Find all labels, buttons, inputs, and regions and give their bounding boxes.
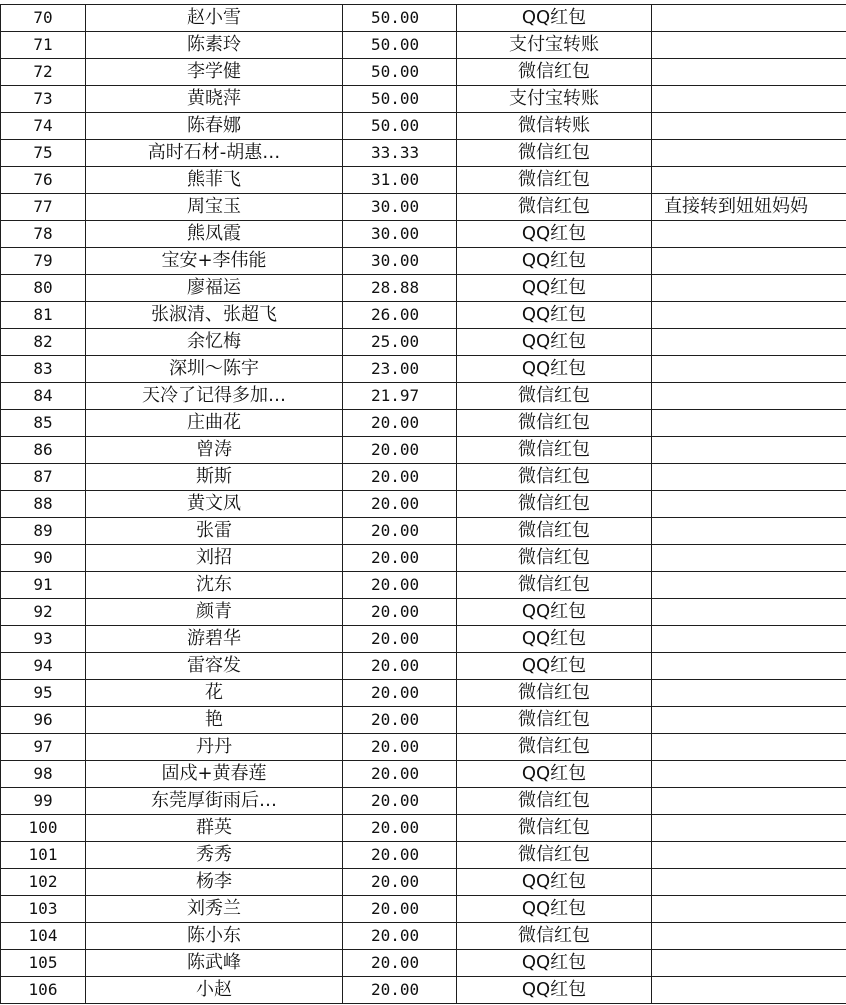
donor-name-cell: 秀秀	[86, 842, 343, 869]
donor-name-cell: 陈素玲	[86, 32, 343, 59]
donation-amount-cell: 50.00	[343, 32, 457, 59]
donor-name-cell: 群英	[86, 815, 343, 842]
table-row	[1, 896, 846, 923]
payment-method-cell: 微信红包	[457, 491, 652, 518]
donor-name-cell: 陈小东	[86, 923, 343, 950]
donation-amount-cell: 20.00	[343, 437, 457, 464]
donor-name-cell: 雷容发	[86, 653, 343, 680]
payment-method-cell: QQ红包	[457, 356, 652, 383]
remark-cell	[652, 869, 846, 896]
table-row	[1, 194, 846, 221]
remark-cell	[652, 653, 846, 680]
remark-cell	[652, 275, 846, 302]
donation-amount-cell: 50.00	[343, 86, 457, 113]
table-row	[1, 167, 846, 194]
row-number-cell: 100	[1, 815, 86, 842]
payment-method-cell: 微信红包	[457, 545, 652, 572]
donor-name-cell: 庄曲花	[86, 410, 343, 437]
payment-method-cell: 微信红包	[457, 815, 652, 842]
donation-amount-cell: 20.00	[343, 923, 457, 950]
table-row	[1, 950, 846, 977]
table-row	[1, 32, 846, 59]
donation-amount-cell: 20.00	[343, 518, 457, 545]
remark-cell	[652, 950, 846, 977]
donation-amount-cell: 50.00	[343, 59, 457, 86]
table-row	[1, 518, 846, 545]
donor-name-cell: 曾涛	[86, 437, 343, 464]
donor-name-cell: 东莞厚街雨后…	[86, 788, 343, 815]
table-row	[1, 923, 846, 950]
remark-cell	[652, 113, 846, 140]
row-number-cell: 97	[1, 734, 86, 761]
row-number-cell: 72	[1, 59, 86, 86]
payment-method-cell: 微信红包	[457, 572, 652, 599]
payment-method-cell: 微信红包	[457, 437, 652, 464]
table-row	[1, 707, 846, 734]
payment-method-cell: 微信红包	[457, 383, 652, 410]
donor-name-cell: 熊菲飞	[86, 167, 343, 194]
table-row	[1, 842, 846, 869]
table-row	[1, 140, 846, 167]
table-row	[1, 626, 846, 653]
row-number-cell: 104	[1, 923, 86, 950]
payment-method-cell: QQ红包	[457, 221, 652, 248]
table-row	[1, 410, 846, 437]
payment-method-cell: 微信红包	[457, 842, 652, 869]
donation-amount-cell: 25.00	[343, 329, 457, 356]
remark-cell	[652, 815, 846, 842]
payment-method-cell: 微信红包	[457, 734, 652, 761]
payment-method-cell: 微信转账	[457, 113, 652, 140]
payment-method-cell: 微信红包	[457, 194, 652, 221]
donation-amount-cell: 21.97	[343, 383, 457, 410]
donor-name-cell: 张淑清、张超飞	[86, 302, 343, 329]
donor-name-cell: 赵小雪	[86, 5, 343, 32]
payment-method-cell: QQ红包	[457, 869, 652, 896]
row-number-cell: 101	[1, 842, 86, 869]
row-number-cell: 85	[1, 410, 86, 437]
donor-name-cell: 黄晓萍	[86, 86, 343, 113]
payment-method-cell: 支付宝转账	[457, 86, 652, 113]
row-number-cell: 76	[1, 167, 86, 194]
donor-name-cell: 高时石材-胡惠…	[86, 140, 343, 167]
donation-amount-cell: 20.00	[343, 950, 457, 977]
donation-amount-cell: 50.00	[343, 113, 457, 140]
payment-method-cell: 支付宝转账	[457, 32, 652, 59]
row-number-cell: 90	[1, 545, 86, 572]
table-row	[1, 653, 846, 680]
donor-name-cell: 熊凤霞	[86, 221, 343, 248]
donation-amount-cell: 20.00	[343, 653, 457, 680]
row-number-cell: 99	[1, 788, 86, 815]
donation-amount-cell: 20.00	[343, 599, 457, 626]
donation-amount-cell: 20.00	[343, 410, 457, 437]
row-number-cell: 94	[1, 653, 86, 680]
remark-cell	[652, 302, 846, 329]
table-row	[1, 59, 846, 86]
donor-name-cell: 游碧华	[86, 626, 343, 653]
payment-method-cell: 微信红包	[457, 464, 652, 491]
row-number-cell: 93	[1, 626, 86, 653]
row-number-cell: 98	[1, 761, 86, 788]
payment-method-cell: QQ红包	[457, 248, 652, 275]
remark-cell	[652, 167, 846, 194]
donation-amount-cell: 28.88	[343, 275, 457, 302]
donation-amount-cell: 50.00	[343, 5, 457, 32]
donation-amount-cell: 20.00	[343, 491, 457, 518]
table-row	[1, 491, 846, 518]
donor-name-cell: 刘秀兰	[86, 896, 343, 923]
row-number-cell: 74	[1, 113, 86, 140]
row-number-cell: 71	[1, 32, 86, 59]
payment-method-cell: QQ红包	[457, 950, 652, 977]
remark-cell	[652, 545, 846, 572]
table-row	[1, 680, 846, 707]
table-row	[1, 815, 846, 842]
table-row	[1, 329, 846, 356]
remark-cell	[652, 680, 846, 707]
table-row	[1, 302, 846, 329]
row-number-cell: 83	[1, 356, 86, 383]
donation-amount-cell: 20.00	[343, 842, 457, 869]
remark-cell	[652, 842, 846, 869]
remark-cell	[652, 32, 846, 59]
payment-method-cell: QQ红包	[457, 653, 652, 680]
row-number-cell: 91	[1, 572, 86, 599]
payment-method-cell: 微信红包	[457, 59, 652, 86]
payment-method-cell: QQ红包	[457, 329, 652, 356]
donation-table-body	[1, 5, 846, 1004]
remark-cell	[652, 788, 846, 815]
row-number-cell: 73	[1, 86, 86, 113]
remark-cell	[652, 437, 846, 464]
payment-method-cell: QQ红包	[457, 5, 652, 32]
donation-table	[0, 4, 846, 1004]
table-row	[1, 977, 846, 1004]
payment-method-cell: QQ红包	[457, 275, 652, 302]
table-row	[1, 599, 846, 626]
remark-cell	[652, 410, 846, 437]
table-row	[1, 221, 846, 248]
payment-method-cell: QQ红包	[457, 761, 652, 788]
donation-amount-cell: 20.00	[343, 761, 457, 788]
donor-name-cell: 余忆梅	[86, 329, 343, 356]
payment-method-cell: QQ红包	[457, 599, 652, 626]
donation-amount-cell: 20.00	[343, 464, 457, 491]
donation-amount-cell: 30.00	[343, 248, 457, 275]
payment-method-cell: 微信红包	[457, 923, 652, 950]
remark-cell	[652, 464, 846, 491]
remark-cell	[652, 572, 846, 599]
row-number-cell: 87	[1, 464, 86, 491]
donation-amount-cell: 20.00	[343, 896, 457, 923]
row-number-cell: 102	[1, 869, 86, 896]
remark-cell	[652, 140, 846, 167]
donation-amount-cell: 20.00	[343, 626, 457, 653]
remark-cell	[652, 491, 846, 518]
row-number-cell: 96	[1, 707, 86, 734]
donor-name-cell: 斯斯	[86, 464, 343, 491]
payment-method-cell: 微信红包	[457, 410, 652, 437]
donation-amount-cell: 23.00	[343, 356, 457, 383]
remark-cell	[652, 86, 846, 113]
donation-amount-cell: 31.00	[343, 167, 457, 194]
payment-method-cell: 微信红包	[457, 680, 652, 707]
row-number-cell: 95	[1, 680, 86, 707]
table-row	[1, 86, 846, 113]
donor-name-cell: 刘招	[86, 545, 343, 572]
payment-method-cell: QQ红包	[457, 896, 652, 923]
row-number-cell: 92	[1, 599, 86, 626]
row-number-cell: 75	[1, 140, 86, 167]
donation-amount-cell: 20.00	[343, 572, 457, 599]
table-row	[1, 734, 846, 761]
donation-amount-cell: 20.00	[343, 680, 457, 707]
remark-cell	[652, 356, 846, 383]
donor-name-cell: 沈东	[86, 572, 343, 599]
donor-name-cell: 陈春娜	[86, 113, 343, 140]
remark-cell	[652, 599, 846, 626]
table-row	[1, 5, 846, 32]
table-row	[1, 248, 846, 275]
donor-name-cell: 艳	[86, 707, 343, 734]
donation-amount-cell: 20.00	[343, 734, 457, 761]
donation-amount-cell: 20.00	[343, 788, 457, 815]
remark-cell	[652, 923, 846, 950]
remark-cell	[652, 626, 846, 653]
donor-name-cell: 天冷了记得多加…	[86, 383, 343, 410]
donation-amount-cell: 26.00	[343, 302, 457, 329]
donation-amount-cell: 20.00	[343, 815, 457, 842]
remark-cell	[652, 5, 846, 32]
donor-name-cell: 黄文凤	[86, 491, 343, 518]
payment-method-cell: 微信红包	[457, 518, 652, 545]
table-row	[1, 356, 846, 383]
row-number-cell: 105	[1, 950, 86, 977]
donation-amount-cell: 30.00	[343, 221, 457, 248]
remark-cell	[652, 761, 846, 788]
row-number-cell: 89	[1, 518, 86, 545]
donor-name-cell: 陈武峰	[86, 950, 343, 977]
table-row	[1, 761, 846, 788]
table-row	[1, 383, 846, 410]
donor-name-cell: 颜青	[86, 599, 343, 626]
payment-method-cell: QQ红包	[457, 626, 652, 653]
donor-name-cell: 宝安+李伟能	[86, 248, 343, 275]
table-row	[1, 869, 846, 896]
payment-method-cell: 微信红包	[457, 707, 652, 734]
row-number-cell: 70	[1, 5, 86, 32]
payment-method-cell: 微信红包	[457, 140, 652, 167]
remark-cell	[652, 518, 846, 545]
donation-amount-cell: 20.00	[343, 545, 457, 572]
remark-cell	[652, 329, 846, 356]
remark-cell	[652, 707, 846, 734]
remark-cell	[652, 977, 846, 1004]
table-row	[1, 788, 846, 815]
donation-amount-cell: 20.00	[343, 869, 457, 896]
remark-cell	[652, 248, 846, 275]
donor-name-cell: 深圳～陈宇	[86, 356, 343, 383]
donor-name-cell: 丹丹	[86, 734, 343, 761]
payment-method-cell: 微信红包	[457, 788, 652, 815]
table-row	[1, 275, 846, 302]
payment-method-cell: 微信红包	[457, 167, 652, 194]
row-number-cell: 84	[1, 383, 86, 410]
donor-name-cell: 李学健	[86, 59, 343, 86]
row-number-cell: 86	[1, 437, 86, 464]
row-number-cell: 77	[1, 194, 86, 221]
row-number-cell: 79	[1, 248, 86, 275]
row-number-cell: 81	[1, 302, 86, 329]
remark-cell	[652, 734, 846, 761]
donation-amount-cell: 20.00	[343, 707, 457, 734]
table-row	[1, 464, 846, 491]
donor-name-cell: 张雷	[86, 518, 343, 545]
remark-cell: 直接转到妞妞妈妈	[652, 194, 846, 221]
table-row	[1, 113, 846, 140]
remark-cell	[652, 59, 846, 86]
row-number-cell: 106	[1, 977, 86, 1004]
table-row	[1, 572, 846, 599]
donation-amount-cell: 33.33	[343, 140, 457, 167]
donor-name-cell: 廖福运	[86, 275, 343, 302]
donor-name-cell: 花	[86, 680, 343, 707]
donor-name-cell: 杨李	[86, 869, 343, 896]
row-number-cell: 82	[1, 329, 86, 356]
table-row	[1, 437, 846, 464]
donor-name-cell: 固戍+黄春莲	[86, 761, 343, 788]
donation-amount-cell: 20.00	[343, 977, 457, 1004]
row-number-cell: 88	[1, 491, 86, 518]
row-number-cell: 80	[1, 275, 86, 302]
row-number-cell: 78	[1, 221, 86, 248]
donor-name-cell: 小赵	[86, 977, 343, 1004]
remark-cell	[652, 383, 846, 410]
donor-name-cell: 周宝玉	[86, 194, 343, 221]
remark-cell	[652, 221, 846, 248]
payment-method-cell: QQ红包	[457, 302, 652, 329]
row-number-cell: 103	[1, 896, 86, 923]
table-row	[1, 545, 846, 572]
remark-cell	[652, 896, 846, 923]
donation-amount-cell: 30.00	[343, 194, 457, 221]
payment-method-cell: QQ红包	[457, 977, 652, 1004]
